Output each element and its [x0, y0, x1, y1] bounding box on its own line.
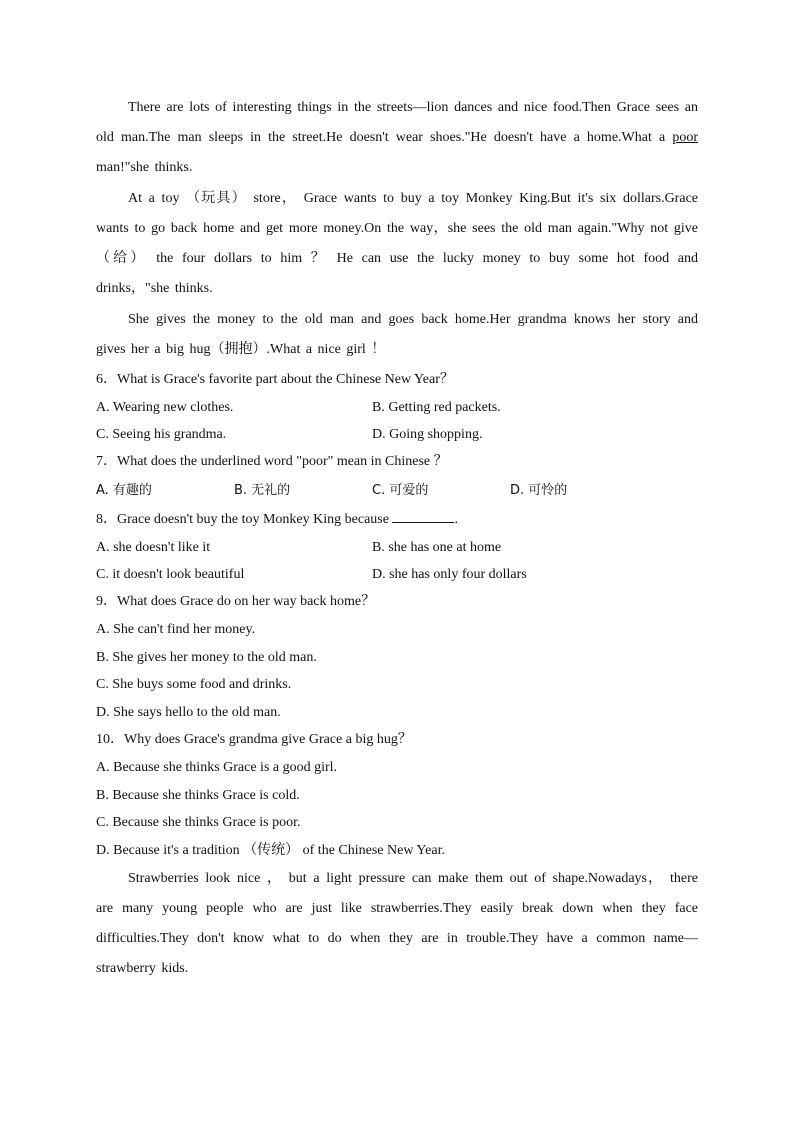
question-8-answer-blank: [392, 509, 454, 523]
question-7-options-row: [96, 476, 698, 506]
question-7-option-a[interactable]: A. 有趣的: [96, 483, 152, 498]
question-8-options-row-2: [96, 561, 698, 588]
question-6-option-b[interactable]: B. Getting red packets.: [372, 400, 501, 415]
question-8-option-b[interactable]: B. she has one at home: [372, 540, 502, 555]
question-9-option-d[interactable]: D. She says hello to the old man.: [96, 704, 281, 720]
question-7-option-d[interactable]: D. 可怜的: [510, 483, 568, 498]
passage1-paragraph-3: She gives the money to the old man and goes back home.Her grandma knows her story and gives her a big hug（拥抱）.What a nice girl ！: [96, 312, 698, 357]
question-10-option-b[interactable]: B. Because she thinks Grace is cold.: [96, 787, 300, 803]
question-9-option-a[interactable]: A. She can't find her money.: [96, 622, 256, 637]
question-8-option-d[interactable]: D. she has only four dollars: [372, 567, 527, 582]
question-9-option-c[interactable]: C. She buys some food and drinks.: [96, 677, 292, 692]
passage2-paragraph-1: Strawberries look nice ， but a light pressure can make them out of shape.Nowadays， there are many young people who are just like strawberries.They easily break down when they face difficulties.They don't know what to do when they are in trouble.They have a common name—strawberry kids.: [96, 871, 698, 976]
question-9-stem: 9．What does Grace do on her way back home？: [96, 594, 376, 609]
question-10-option-c[interactable]: C. Because she thinks Grace is poor.: [96, 815, 301, 830]
question-6-options-row-1: [96, 394, 698, 421]
worksheet-page: [96, 93, 698, 985]
question-8-options-row-1: [96, 534, 698, 561]
question-7-option-b[interactable]: B. 无礼的: [234, 483, 291, 498]
question-7-stem: 7．What does the underlined word "poor" mean in Chinese ？: [96, 454, 448, 469]
passage1-p1-text-a: There are lots of interesting things in the streets—lion dances and nice food.Then Grace sees an old man.The man sleeps in the street.He doesn't wear shoes."He doesn't have a home.What a: [96, 100, 698, 145]
passage1-p1-text-b: man!"she thinks.: [96, 160, 193, 175]
question-8-option-c[interactable]: C. it doesn't look beautiful: [96, 567, 245, 582]
question-10-option-d[interactable]: D. Because it's a tradition （传统） of the Chinese New Year.: [96, 842, 445, 858]
question-8-stem-text: 8．Grace doesn't buy the toy Monkey King because: [96, 512, 393, 527]
question-10-stem: 10．Why does Grace's grandma give Grace a big hug？: [96, 732, 412, 747]
question-6-stem: 6．What is Grace's favorite part about the Chinese New Year？: [96, 372, 454, 387]
question-8-stem-end: .: [454, 512, 458, 527]
passage1-paragraph-2: At a toy （玩具） store， Grace wants to buy a toy Monkey King.But it's six dollars.Grace wants to go back home and get more money.On the way，she sees the old man again."Why not give （给） the four dollars to him ？ He can use the lucky money to buy some hot food and drinks，"she thinks.: [96, 191, 698, 296]
question-9-option-b[interactable]: B. She gives her money to the old man.: [96, 649, 317, 665]
underlined-word-poor: poor: [672, 130, 698, 145]
question-6-option-a[interactable]: A. Wearing new clothes.: [96, 400, 234, 415]
passage1-paragraph-1: [96, 93, 698, 183]
question-6-options-row-2: [96, 421, 698, 448]
question-10-option-a[interactable]: A. Because she thinks Grace is a good girl.: [96, 760, 338, 775]
question-8-option-a[interactable]: A. she doesn't like it: [96, 540, 211, 555]
question-6-option-d[interactable]: D. Going shopping.: [372, 427, 483, 442]
question-7-option-c[interactable]: C. 可爱的: [372, 483, 429, 498]
question-6-option-c[interactable]: C. Seeing his grandma.: [96, 427, 227, 442]
question-8-stem: [96, 506, 698, 534]
